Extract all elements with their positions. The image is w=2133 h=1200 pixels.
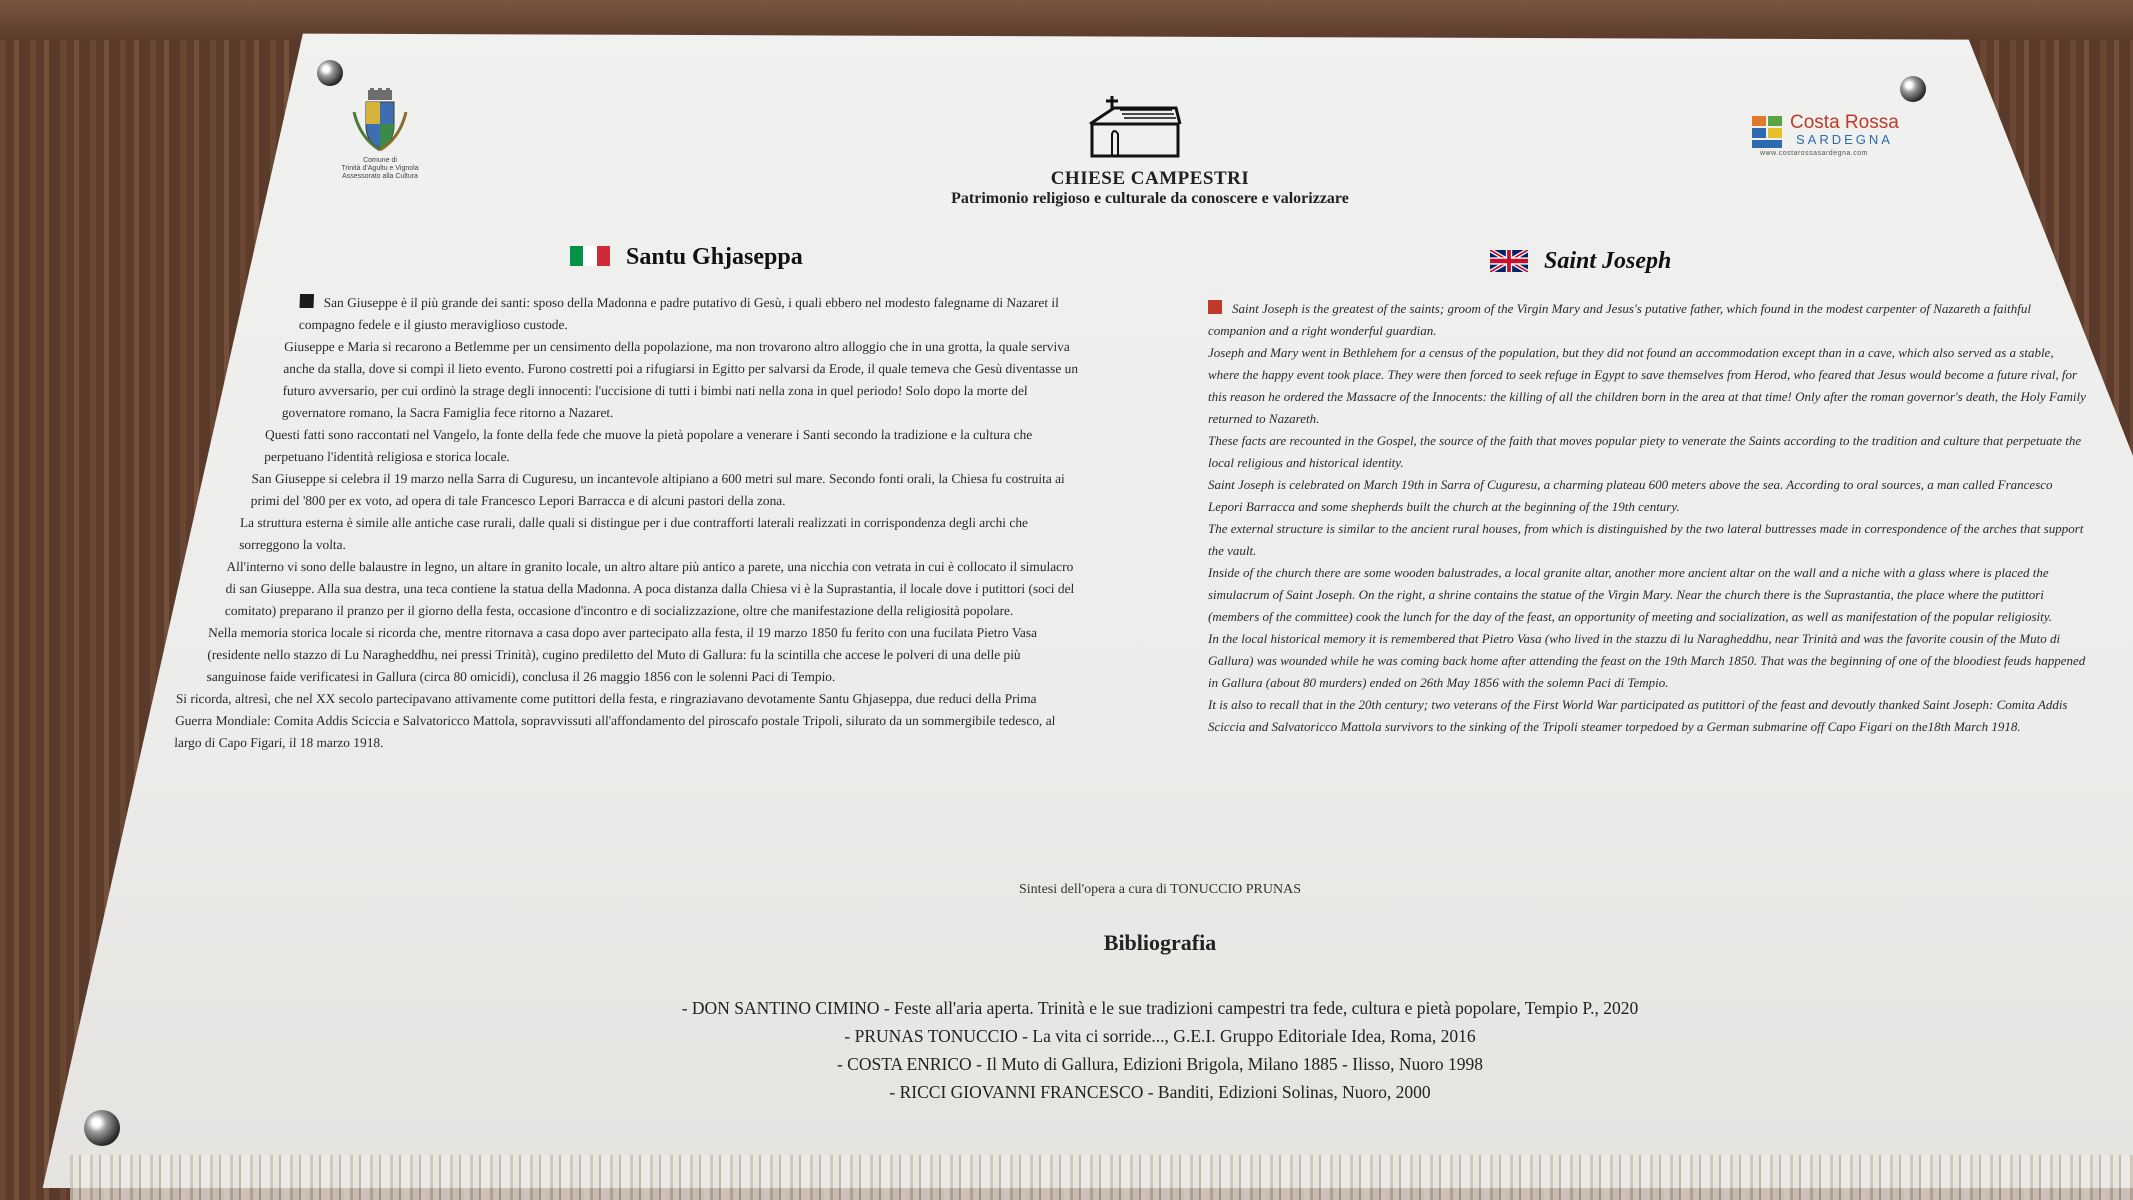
- english-heading-text: Saint Joseph: [1544, 248, 1672, 274]
- bullet-icon: [300, 294, 314, 308]
- italian-flag-icon: [570, 246, 610, 266]
- municipality-name-line3: Assessorato alla Cultura: [342, 173, 418, 180]
- english-paragraph: Saint Joseph is celebrated on March 19th in Sarra of Cuguresu, a charming plateau 600 meters above the sea. According to oral sources, a man called Francesco Lepori Barracca and some shepherds built the church at the beginning of the 19th century.: [1208, 477, 2053, 514]
- municipality-logo: [315, 88, 445, 181]
- italian-paragraph: San Giuseppe è il più grande dei santi: sposo della Madonna e padre putativo di Gesù, i quali ebbero nel modesto falegname di Nazaret il compagno fedele e il giusto meraviglioso custode.: [298, 295, 1060, 332]
- church-icon: [1086, 94, 1184, 158]
- english-paragraph: Joseph and Mary went in Bethlehem for a census of the population, but they did not found an accommodation except than in a cave, which also served as a stable, where the happy event took place. They were then forced to seek refuge in Egypt to save themselves from Herod, who feared that Jesus would become a future rival, for this reason he ordered the Massacre of the Innocents: the killing of all the children born in the area at that time! Only after the roman governor's death, the Holy Family returned to Nazareth.: [1208, 345, 2086, 426]
- screw-icon: [1900, 76, 1926, 102]
- header: [830, 168, 1470, 208]
- italian-paragraph: Questi fatti sono raccontati nel Vangelo, la fonte della fede che muove la pietà popolare a venerare i Santi secondo la tradizione e la cultura che perpetuano l'identità religiosa e storica locale.: [264, 427, 1033, 464]
- costa-rossa-logo-icon: [1752, 116, 1786, 150]
- bibliography-list: [520, 994, 1800, 1106]
- municipality-name-line2: Trinità d'Agultu e Vignola: [341, 165, 419, 172]
- screw-icon: [317, 60, 343, 86]
- italian-paragraph: La struttura esterna è simile alle antiche case rurali, dalle quali si distingue per i due contrafforti laterali realizzati in corrispondenza degli archi che sorreggono la volta.: [238, 515, 1029, 552]
- bibliography-entry: - DON SANTINO CIMINO - Feste all'aria aperta. Trinità e le sue tradizioni campestri tra fede, cultura e pietà popolare, Tempio P., 2020: [681, 998, 1639, 1018]
- english-text: [1208, 298, 2088, 738]
- costa-rossa-region: SARDEGNA: [1796, 132, 1893, 147]
- costa-rossa-url: www.costarossasardegna.com: [1760, 150, 1868, 157]
- english-paragraph: In the local historical memory it is remembered that Pietro Vasa (who lived in the stazzu di lu Naragheddhu, near Trinità and was the favorite cousin of the Muto di Gallura) was wounded while he was coming back home after attending the feast on the 19th March 1850. That was the beginning of one of the bloodiest feuds happened in Gallura (about 80 murders) ended on 26th May 1856 with the solemn Paci di Tempio.: [1208, 631, 2086, 690]
- plaque-weathered-edge: [70, 1155, 2133, 1200]
- english-paragraph: The external structure is similar to the ancient rural houses, from which is distinguished by the two lateral buttresses made in correspondence of the arches that support the vault.: [1208, 521, 2084, 558]
- italian-paragraph: Nella memoria storica locale si ricorda che, mentre ritornava a casa dopo aver partecipato alla festa, il 19 marzo 1850 fu ferito con una fucilata Pietro Vasa (residente nello stazzo di Lu Naragheddhu, nei pressi Trinità), cugino prediletto del Muto di Gallura: fu la scintilla che accese le polveri di una delle più sanguinose faide verificatesi in Gallura (circa 80 omicidi), conclusa il 26 maggio 1856 con le solenni Paci di Tempio.: [206, 625, 1038, 684]
- municipality-name-line1: Comune di: [363, 157, 397, 164]
- italian-text: [174, 292, 1090, 754]
- bibliography-title: Bibliografia: [1103, 930, 1217, 955]
- bibliography-entry: - COSTA ENRICO - Il Muto di Gallura, Edizioni Brigola, Milano 1885 - Ilisso, Nuoro 1998: [836, 1054, 1484, 1074]
- italian-paragraph: Si ricorda, altresì, che nel XX secolo partecipavano attivamente come putittori della festa, e ringraziavano devotamente Santu Ghjaseppa, due reduci della Prima Guerra Mondiale: Comita Addis Sciccia e Salvatoricco Mattola, sopravvissuti all'affondamento del piroscafo postale Tripoli, silurato da un sommergibile tedesco, al largo di Capo Figari, il 18 marzo 1918.: [174, 691, 1056, 750]
- italian-paragraph: All'interno vi sono delle balaustre in legno, un altare in granito locale, un altro altare più antico a parete, una nicchia con vetrata in cui è collocato il simulacro di san Giuseppe. Alla sua destra, una teca contiene la statua della Madonna. A poca distanza dalla Chiesa vi è la Suprastantia, il locale dove i putittori (soci del comitato) preparano il pranzo per il giorno della festa, occasione d'incontro e di socializzazione, oltre che manifestazione della religiosità popolare.: [224, 559, 1075, 618]
- english-paragraph: Saint Joseph is the greatest of the saints; groom of the Virgin Mary and Jesus's putative father, which found in the modest carpenter of Nazareth a faithful companion and a right wonderful guardian.: [1208, 301, 2031, 338]
- english-paragraph: Inside of the church there are some wooden balustrades, a local granite altar, another more ancient altar on the wall and a niche with a glass where is placed the simulacrum of Saint Joseph. On the right, a shrine contains the statue of the Virgin Mary. Near the church there is the Suprastantia, the place where the putittori (members of the committee) cook the lunch for the day of the feast, an opportunity of meeting and socialization, as well as manifestation of the popular religiosity.: [1208, 565, 2053, 624]
- author-credit: Sintesi dell'opera a cura di TONUCCIO PRUNAS: [1019, 882, 1301, 897]
- english-paragraph: These facts are recounted in the Gospel, the source of the faith that moves popular piety to venerate the Saints according to the tradition and culture that perpetuate the local religious and historical identity.: [1208, 433, 2082, 470]
- bibliography-entry: - PRUNAS TONUCCIO - La vita ci sorride..., G.E.I. Gruppo Editoriale Idea, Roma, 2016: [844, 1026, 1476, 1046]
- bibliography-entry: - RICCI GIOVANNI FRANCESCO - Banditi, Edizioni Solinas, Nuoro, 2000: [889, 1082, 1431, 1102]
- english-heading: [1490, 248, 1990, 275]
- municipal-crest-icon: [350, 88, 410, 152]
- italian-paragraph: Giuseppe e Maria si recarono a Betlemme per un censimento della popolazione, ma non trovarono altro alloggio che in una grotta, la quale serviva anche da stalla, dove si compì il lieto evento. Furono costretti poi a rifugiarsi in Egitto per salvarsi da Erode, il quale temeva che Gesù diventasse un futuro avversario, per cui ordinò la strage degli innocenti: l'uccisione di tutti i bimbi nati nella zona in quel periodo! Solo dopo la morte del governatore romano, la Sacra Famiglia fece ritorno a Nazaret.: [281, 339, 1079, 420]
- page-title: CHIESE CAMPESTRI: [1050, 168, 1250, 189]
- uk-flag-icon: [1490, 250, 1528, 272]
- english-paragraph: It is also to recall that in the 20th century; two veterans of the First World War participated as putittori of the feast and devoutly thanked Saint Joseph: Comita Addis Sciccia and Salvatoricco Mattola survivors to the sinking of the Tripoli steamer torpedoed by a German submarine off Capo Figari on the18th March 1918.: [1208, 697, 2068, 734]
- italian-heading: [570, 244, 1070, 271]
- screw-icon: [84, 1110, 120, 1146]
- italian-paragraph: San Giuseppe si celebra il 19 marzo nella Sarra di Cuguresu, un incantevole altipiano a 600 metri sul mare. Secondo fonti orali, la Chiesa fu costruita ai primi del '800 per ex voto, ad opera di tale Francesco Lepori Barracca e di alcuni pastori della zona.: [250, 471, 1066, 508]
- bullet-icon: [1208, 300, 1222, 314]
- costa-rossa-name: Costa Rossa: [1790, 112, 1899, 133]
- italian-heading-text: Santu Ghjaseppa: [626, 244, 803, 270]
- page-subtitle: Patrimonio religioso e culturale da conoscere e valorizzare: [951, 190, 1349, 207]
